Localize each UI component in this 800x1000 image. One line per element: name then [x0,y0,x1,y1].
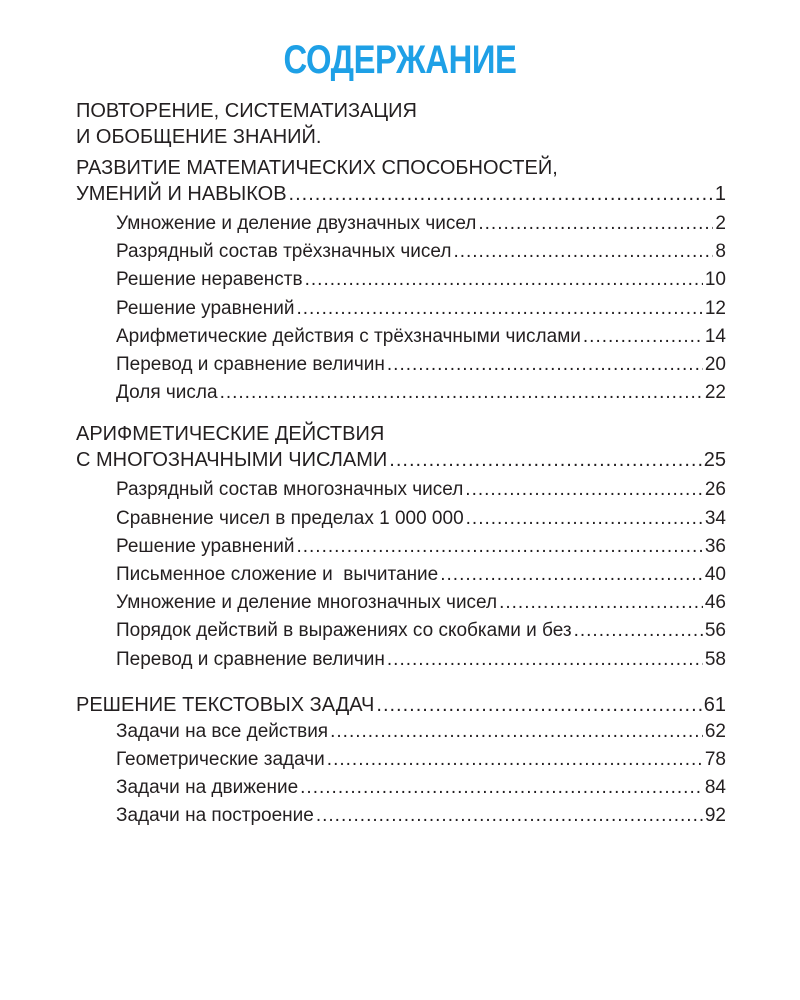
dot-leader [453,238,713,266]
toc-entry-page: 56 [704,620,726,642]
toc-entry[interactable] [116,238,726,266]
toc-entry-label: Задачи на движение [116,777,299,799]
dot-leader [387,646,703,674]
toc-entry-label: С МНОГОЗНАЧНЫМИ ЧИСЛАМИ [76,449,388,472]
dot-leader [574,617,703,645]
toc-entry-page: 12 [704,297,726,319]
dot-leader [440,561,703,589]
toc-entry-page: 58 [704,648,726,670]
toc-entry-label: Разрядный состав многозначных чисел [116,479,464,501]
toc-entry-page: 40 [704,564,726,586]
toc-entry-page: 61 [703,693,726,716]
toc-entry-label: Геометрические задачи [116,749,325,771]
toc-entry-page: 25 [703,449,726,472]
section-heading-line: ПОВТОРЕНИЕ, СИСТЕМАТИЗАЦИЯ [76,100,417,122]
toc-entry-page: 34 [704,507,726,529]
toc-entry[interactable] [116,646,726,674]
toc-subentries [76,718,726,831]
toc-entry[interactable] [116,476,726,504]
dot-leader [466,505,703,533]
toc-entry-label: Письменное сложение и вычитание [116,564,439,586]
toc-entry[interactable] [116,718,726,746]
page-title: СОДЕРЖАНИЕ [283,38,517,82]
toc-entry-label: Задачи на построение [116,805,314,827]
toc-entry[interactable] [116,210,726,238]
dot-leader [376,692,701,718]
dot-leader [289,181,713,207]
section-heading-line: АРИФМЕТИЧЕСКИЕ ДЕЙСТВИЯ [76,423,385,446]
toc-entry-label: Решение уравнений [116,297,295,319]
toc-entry[interactable] [116,266,726,294]
dot-leader [305,266,703,294]
toc-entry-page: 20 [704,354,726,376]
toc-section-multidigit [76,421,726,673]
toc-entry[interactable] [116,323,726,351]
toc-entry-label: Решение неравенств [116,269,303,291]
toc-entry[interactable] [116,533,726,561]
toc-entry-page: 62 [704,720,726,742]
dot-leader [465,476,703,504]
toc-entry-label: Доля числа [116,382,218,404]
toc-entry-page: 2 [715,213,726,234]
toc-entry[interactable] [116,379,726,407]
toc-entry-label: УМЕНИЙ И НАВЫКОВ [76,183,287,205]
toc-entry[interactable] [116,617,726,645]
toc-section-skills [76,155,726,407]
section-heading-line: РАЗВИТИЕ МАТЕМАТИЧЕСКИХ СПОСОБНОСТЕЙ, [76,157,558,179]
toc-entry-section[interactable] [76,692,726,718]
toc-subentries [76,210,726,407]
toc-entry-label: Задачи на все действия [116,720,329,742]
toc-entry[interactable] [116,295,726,323]
dot-leader [296,533,702,561]
toc-entry-label: Умножение и деление двузначных чисел [116,213,477,234]
section-heading-line: И ОБОБЩЕНИЕ ЗНАНИЙ. [76,126,322,148]
toc-entry[interactable] [116,589,726,617]
dot-leader [300,774,703,802]
dot-leader [387,351,703,379]
dot-leader [330,718,703,746]
dot-leader [478,210,713,238]
toc-entry-label: Арифметические действия с трёхзначными числами [116,325,581,347]
toc-entry-label: Перевод и сравнение величин [116,354,385,376]
toc-entry-page: 36 [704,535,726,557]
toc-entry-label: Умножение и деление многозначных чисел [116,592,498,614]
toc-section-repetition [76,98,726,150]
toc-entry-label: РЕШЕНИЕ ТЕКСТОВЫХ ЗАДАЧ [76,693,375,716]
toc-entry-page: 22 [704,382,726,404]
toc-entry-page: 46 [704,592,726,614]
dot-leader [316,802,703,830]
toc-section-word-problems [76,692,726,831]
toc-entry-page: 10 [704,269,726,291]
toc-entry-page: 78 [704,749,726,771]
toc-entry-page: 14 [704,325,726,347]
toc-entry-label: Перевод и сравнение величин [116,648,385,670]
toc-entry-label: Порядок действий в выражениях со скобками и без [116,620,572,642]
toc-entry-page: 92 [704,805,726,827]
toc-entry-page: 26 [704,479,726,501]
toc-entry-section[interactable] [76,447,726,473]
toc-entry[interactable] [116,774,726,802]
dot-leader [296,295,702,323]
toc-entry-page: 8 [715,241,726,263]
table-of-contents [76,94,726,831]
dot-leader [499,589,703,617]
toc-entry[interactable] [116,351,726,379]
toc-entry[interactable] [116,505,726,533]
toc-entry-page: 1 [714,183,726,205]
dot-leader [389,447,701,473]
toc-entry-page: 84 [704,777,726,799]
dot-leader [583,323,703,351]
toc-entry[interactable] [116,746,726,774]
toc-entry-label: Разрядный состав трёхзначных чисел [116,241,452,263]
toc-entry[interactable] [116,802,726,830]
toc-subentries [76,476,726,673]
toc-entry[interactable] [116,561,726,589]
toc-entry-label: Решение уравнений [116,535,295,557]
toc-entry-section[interactable] [76,181,726,207]
dot-leader [220,379,703,407]
toc-entry-label: Сравнение чисел в пределах 1 000 000 [116,507,464,529]
dot-leader [327,746,703,774]
